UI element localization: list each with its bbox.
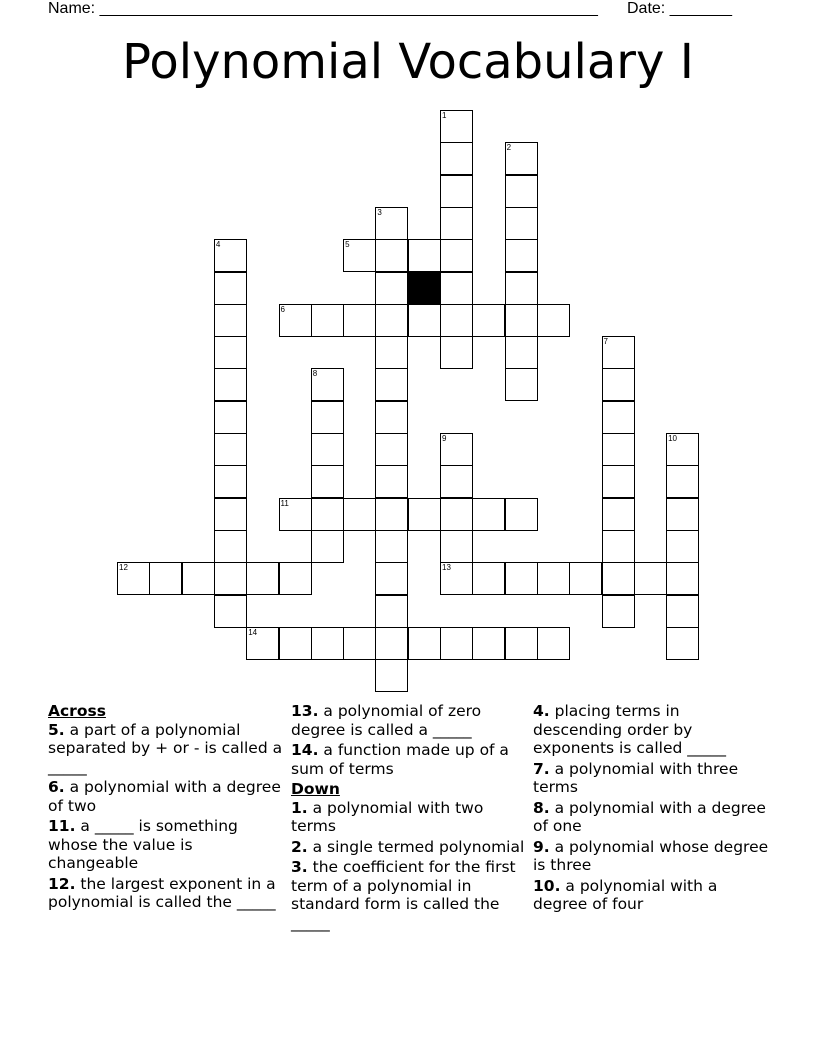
cell-number: 14 xyxy=(248,627,258,637)
crossword-cell[interactable] xyxy=(279,304,312,337)
crossword-cell[interactable] xyxy=(214,595,247,628)
date-line[interactable]: Date: _______ xyxy=(627,0,732,17)
crossword-cell[interactable] xyxy=(505,175,538,208)
crossword-cell[interactable] xyxy=(375,368,408,401)
filled-square xyxy=(408,272,441,305)
cell-number: 11 xyxy=(280,498,289,508)
clue-down-3: 3. the coefficient for the first term of a polynomial in standard form is called the _____ xyxy=(291,858,516,932)
crossword-cell[interactable] xyxy=(214,401,247,434)
clue-across-6: 6. a polynomial with a degree of two xyxy=(48,778,281,815)
cell-number: 7 xyxy=(603,337,608,347)
cell-number: 8 xyxy=(312,369,318,379)
crossword-cell[interactable] xyxy=(440,142,473,175)
clue-down-10: 10. a polynomial with a degree of four xyxy=(533,876,718,913)
crossword-cell[interactable] xyxy=(117,562,150,595)
crossword-cell[interactable] xyxy=(505,336,538,369)
crossword-cell[interactable] xyxy=(311,401,344,434)
crossword-cell[interactable] xyxy=(214,465,247,498)
crossword-cell[interactable] xyxy=(505,239,538,272)
crossword-cell[interactable] xyxy=(375,627,408,660)
crossword-cell[interactable] xyxy=(440,304,473,337)
crossword-cell[interactable] xyxy=(375,239,408,272)
crossword-cell[interactable] xyxy=(634,562,667,595)
crossword-cell[interactable] xyxy=(666,433,699,466)
clue-down-1: 1. a polynomial with two terms xyxy=(291,798,484,835)
cell-number: 2 xyxy=(506,143,512,153)
crossword-cell[interactable] xyxy=(375,433,408,466)
crossword-cell[interactable] xyxy=(440,110,473,143)
crossword-cell[interactable] xyxy=(408,304,441,337)
crossword-cell[interactable] xyxy=(602,562,635,595)
clue-column-3 xyxy=(533,702,769,916)
crossword-cell[interactable] xyxy=(279,498,312,531)
clue-down-7: 7. a polynomial with three terms xyxy=(533,759,739,796)
crossword-cell[interactable] xyxy=(375,336,408,369)
crossword-cell[interactable] xyxy=(214,433,247,466)
crossword-cell[interactable] xyxy=(505,562,538,595)
crossword-cell[interactable] xyxy=(375,530,408,563)
crossword-cell[interactable] xyxy=(375,401,408,434)
crossword-cell[interactable] xyxy=(537,562,570,595)
clue-across-14: 14. a function made up of a sum of terms xyxy=(291,741,509,778)
crossword-cell[interactable] xyxy=(343,239,376,272)
crossword-cell[interactable] xyxy=(343,304,376,337)
crossword-cell[interactable] xyxy=(602,401,635,434)
crossword-cell[interactable] xyxy=(602,595,635,628)
crossword-cell[interactable] xyxy=(440,498,473,531)
crossword-cell[interactable] xyxy=(440,530,473,563)
crossword-cell[interactable] xyxy=(602,530,635,563)
crossword-cell[interactable] xyxy=(375,562,408,595)
crossword-cell[interactable] xyxy=(214,336,247,369)
crossword-cell[interactable] xyxy=(279,627,312,660)
clue-across-5: 5. a part of a polynomial separated by + or - is called a _____ xyxy=(48,720,283,776)
crossword-cell[interactable] xyxy=(311,627,344,660)
crossword-cell[interactable] xyxy=(440,336,473,369)
crossword-cell[interactable] xyxy=(602,368,635,401)
cell-number: 6 xyxy=(280,304,285,314)
crossword-cell[interactable] xyxy=(505,272,538,305)
crossword-cell[interactable] xyxy=(440,239,473,272)
crossword-cell[interactable] xyxy=(408,627,441,660)
crossword-cell[interactable] xyxy=(472,562,505,595)
crossword-cell[interactable] xyxy=(505,498,538,531)
crossword-cell[interactable] xyxy=(311,530,344,563)
crossword-cell[interactable] xyxy=(375,595,408,628)
cell-number: 13 xyxy=(442,563,451,573)
crossword-cell[interactable] xyxy=(666,465,699,498)
crossword-cell[interactable] xyxy=(375,272,408,305)
crossword-cell[interactable] xyxy=(311,304,344,337)
crossword-cell[interactable] xyxy=(214,304,247,337)
crossword-cell[interactable] xyxy=(602,465,635,498)
crossword-cell[interactable] xyxy=(311,498,344,531)
crossword-cell[interactable] xyxy=(569,562,602,595)
cell-number: 9 xyxy=(442,434,447,443)
crossword-cell[interactable] xyxy=(666,595,699,628)
crossword-cell[interactable] xyxy=(311,433,344,466)
crossword-cell[interactable] xyxy=(505,627,538,660)
crossword-cell[interactable] xyxy=(440,207,473,240)
cell-number: 1 xyxy=(442,111,447,120)
crossword-cell[interactable] xyxy=(505,142,538,175)
crossword-cell[interactable] xyxy=(214,272,247,305)
crossword-cell[interactable] xyxy=(602,498,635,531)
crossword-cell[interactable] xyxy=(343,498,376,531)
crossword-cell[interactable] xyxy=(311,368,344,401)
crossword-cell[interactable] xyxy=(375,207,408,240)
crossword-cell[interactable] xyxy=(537,304,570,337)
across-heading: Across xyxy=(48,702,106,720)
crossword-cell[interactable] xyxy=(440,433,473,466)
crossword-cell[interactable] xyxy=(472,627,505,660)
crossword-cell[interactable] xyxy=(214,562,247,595)
cell-number: 10 xyxy=(668,434,677,443)
cell-number: 5 xyxy=(345,240,350,250)
crossword-cell[interactable] xyxy=(246,627,279,660)
crossword-cell[interactable] xyxy=(537,627,570,660)
clue-down-9: 9. a polynomial whose degree is three xyxy=(533,837,769,874)
page-title: Polynomial Vocabulary I xyxy=(122,34,694,90)
clue-across-11: 11. a _____ is something whose the value is changeable xyxy=(48,817,238,872)
clue-down-2: 2. a single termed polynomial xyxy=(291,837,525,856)
crossword-cell[interactable] xyxy=(375,465,408,498)
clue-across-13: 13. a polynomial of zero degree is called a _____ xyxy=(291,702,482,739)
clue-column-2 xyxy=(291,702,525,934)
crossword-cell[interactable] xyxy=(214,368,247,401)
crossword-cell[interactable] xyxy=(214,239,247,272)
crossword-cell[interactable] xyxy=(666,530,699,563)
crossword-cell[interactable] xyxy=(246,562,279,595)
crossword-cell[interactable] xyxy=(375,659,408,692)
crossword-cell[interactable] xyxy=(375,304,408,337)
cell-number: 4 xyxy=(215,240,221,250)
crossword-cell[interactable] xyxy=(505,368,538,401)
crossword-cell[interactable] xyxy=(666,562,699,595)
name-line[interactable]: Name: ________________________________________________________ xyxy=(48,0,598,17)
crossword-cell[interactable] xyxy=(408,498,441,531)
crossword-cell[interactable] xyxy=(343,627,376,660)
clue-across-12: 12. the largest exponent in a polynomial is called the _____ xyxy=(48,874,276,911)
crossword-cell[interactable] xyxy=(472,304,505,337)
clue-down-4: 4. placing terms in descending order by exponents is called _____ xyxy=(533,702,727,757)
clue-down-8: 8. a polynomial with a degree of one xyxy=(533,798,766,835)
down-heading: Down xyxy=(291,780,340,798)
crossword-cell[interactable] xyxy=(666,627,699,660)
crossword-cell[interactable] xyxy=(602,433,635,466)
crossword-cell[interactable] xyxy=(602,336,635,369)
cell-number: 3 xyxy=(377,207,382,217)
crossword-cell[interactable] xyxy=(505,207,538,240)
crossword-cell[interactable] xyxy=(214,530,247,563)
crossword-cell[interactable] xyxy=(149,562,182,595)
crossword-cell[interactable] xyxy=(182,562,215,595)
crossword-cell[interactable] xyxy=(472,498,505,531)
crossword-cell[interactable] xyxy=(311,465,344,498)
crossword-cell[interactable] xyxy=(505,304,538,337)
clue-column-1 xyxy=(48,702,284,914)
crossword-cell[interactable] xyxy=(279,562,312,595)
crossword-cell[interactable] xyxy=(440,175,473,208)
crossword-cell[interactable] xyxy=(440,562,473,595)
crossword-cell[interactable] xyxy=(440,627,473,660)
crossword-cell[interactable] xyxy=(214,498,247,531)
cell-number: 12 xyxy=(119,563,128,573)
crossword-cell[interactable] xyxy=(440,272,473,305)
crossword-cell[interactable] xyxy=(666,498,699,531)
crossword-cell[interactable] xyxy=(408,239,441,272)
crossword-cell[interactable] xyxy=(440,465,473,498)
crossword-cell[interactable] xyxy=(375,498,408,531)
